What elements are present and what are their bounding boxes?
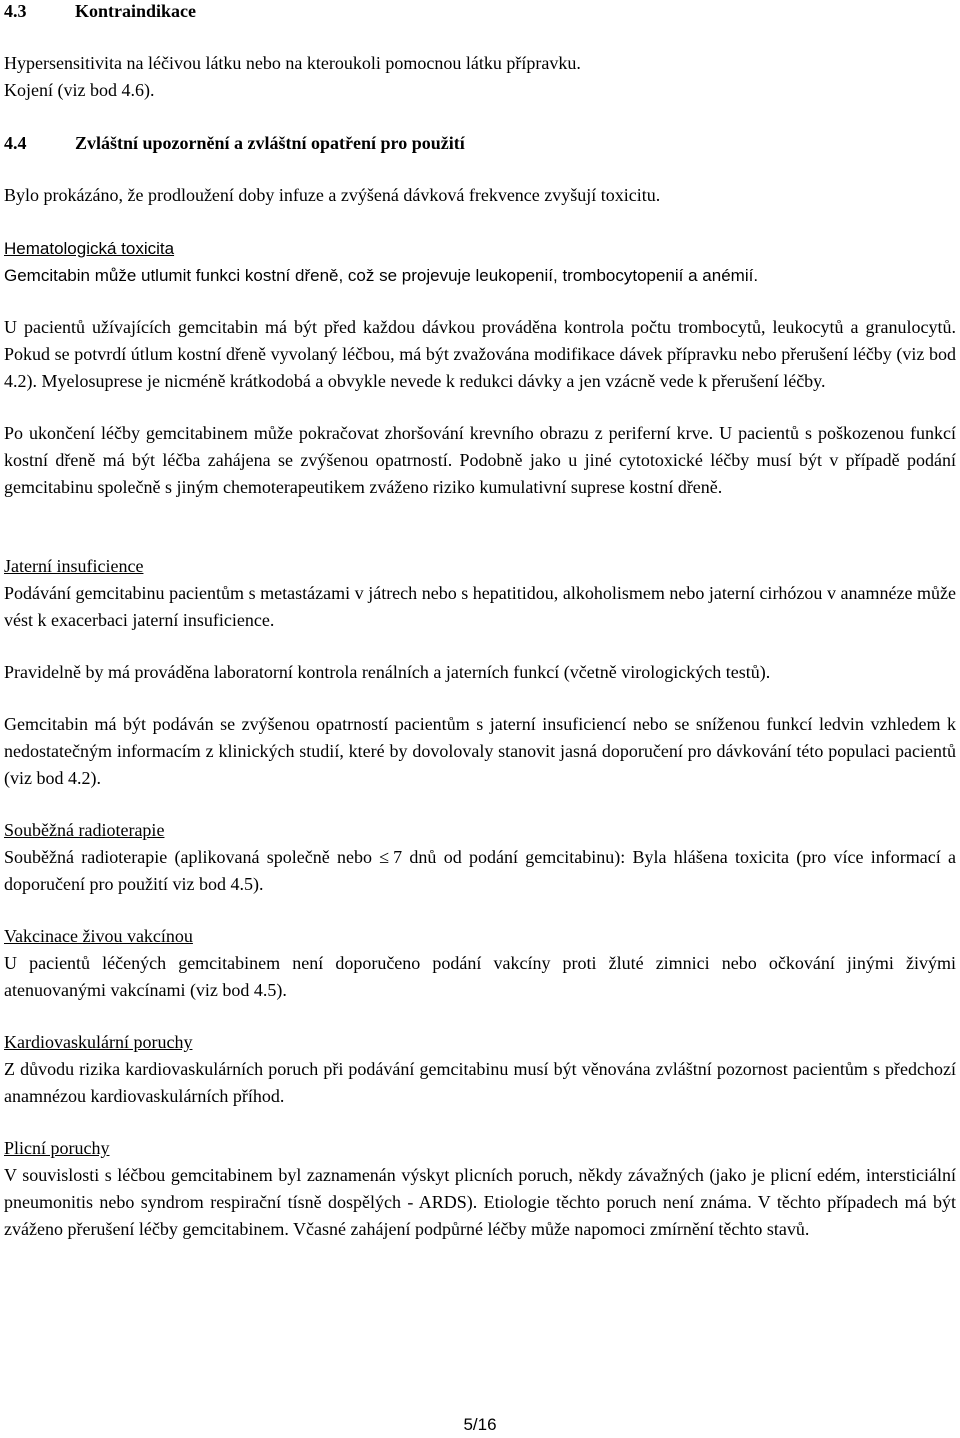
vaccine-text: U pacientů léčených gemcitabinem není doporučeno podání vakcíny proti žluté zimnici nebo očkování jinými živými atenuovanými vakcínami (viz bod 4.5). <box>4 953 956 1000</box>
section-number: 4.4 <box>4 133 27 153</box>
pulmonary-heading: Plicní poruchy <box>4 1138 110 1158</box>
liver-paragraph-2: Pravidelně by má prováděna laboratorní kontrola renálních a jaterních funkcí (včetně virologických testů). <box>4 662 771 682</box>
liver-block <box>4 553 956 634</box>
liver-text: Podávání gemcitabinu pacientům s metastázami v játrech nebo s hepatitidou, alkoholismem nebo jaterní cirhózou v anamnéze může vést k exacerbaci jaterní insuficience. <box>4 583 956 630</box>
liver-paragraph-3: Gemcitabin má být podáván se zvýšenou opatrností pacientům s jaterní insuficiencí nebo se sníženou funkcí ledvin vzhledem k nedostatečným informacím z klinických studií, které by dovolovaly stanovit jasná doporučení pro dávkování této populaci pacientů (viz bod 4.2). <box>4 714 956 788</box>
cardio-heading: Kardiovaskulární poruchy <box>4 1032 193 1052</box>
section-heading-4-3 <box>4 0 956 25</box>
less-or-equal-symbol: ≤ <box>379 847 390 867</box>
radiotherapy-heading: Souběžná radioterapie <box>4 820 165 840</box>
cardio-text: Z důvodu rizika kardiovaskulárních poruch při podávání gemcitabinu musí být věnována zvláštní pozornost pacientům s předchozí anamnézou kardiovaskulárních příhod. <box>4 1059 956 1106</box>
liver-heading: Jaterní insuficience <box>4 556 144 576</box>
radiotherapy-text-start: Souběžná radioterapie (aplikovaná společně nebo <box>4 847 372 867</box>
vaccine-heading: Vakcinace živou vakcínou <box>4 926 193 946</box>
radiotherapy-text-end: 7 dnů od podání gemcitabinu): Byla hlášena toxicita (pro více informací a doporučení pro použití viz bod 4.5). <box>4 847 957 894</box>
hematology-paragraph-3: Po ukončení léčby gemcitabinem může pokračovat zhoršování krevního obrazu z periferní krve. U pacientů s poškozenou funkcí kostní dřeně má být léčba zahájena se zvýšenou opatrností. Podobně jako u jiné cytotoxické léčby musí být v případě podání gemcitabinu společně s jiným chemoterapeutikem zváženo riziko kumulativní suprese kostní dřeně. <box>4 423 956 497</box>
radiotherapy-block <box>4 817 956 898</box>
hematology-text: Gemcitabin může utlumit funkci kostní dřeně, což se projevuje leukopenií, trombocytopenií a anémií. <box>4 266 759 285</box>
section-heading-4-4 <box>4 130 956 157</box>
hematology-block <box>4 235 956 289</box>
page-number: 5/16 <box>463 1415 497 1434</box>
section-title: Zvláštní upozornění a zvláštní opatření pro použití <box>75 133 465 153</box>
section-title: Kontraindikace <box>75 1 197 21</box>
vaccine-block <box>4 923 956 1004</box>
pulmonary-text: V souvislosti s léčbou gemcitabinem byl zaznamenán výskyt plicních poruch, někdy závažných (jako je plicní edém, intersticiální pneumonitis nebo syndrom respirační tísně dospělých - ARDS). Etiologie těchto poruch není známa. V těchto případech má být zváženo přerušení léčby gemcitabinem. Včasné zahájení podpůrné léčby může napomoci zmírnění těchto stavů. <box>4 1165 956 1239</box>
pulmonary-block <box>4 1135 956 1243</box>
cardio-block <box>4 1029 956 1110</box>
intro-paragraph: Bylo prokázáno, že prodloužení doby infuze a zvýšená dávková frekvence zvyšují toxicitu. <box>4 185 661 205</box>
contraindication-line-2: Kojení (viz bod 4.6). <box>4 80 155 100</box>
contraindication-line-1: Hypersensitivita na léčivou látku nebo na kteroukoli pomocnou látku přípravku. <box>4 53 581 73</box>
hematology-heading: Hematologická toxicita <box>4 239 175 258</box>
hematology-paragraph-2: U pacientů užívajících gemcitabin má být před každou dávkou prováděna kontrola počtu trombocytů, leukocytů a granulocytů. Pokud se potvrdí útlum kostní dřeně vyvolaný léčbou, má být zvažována modifikace dávek přípravku nebo přerušení léčby (viz bod 4.2). Myelosuprese je nicméně krátkodobá a obvykle nevede k redukci dávky a jen vzácně vede k přerušení léčby. <box>4 317 956 391</box>
section-number: 4.3 <box>4 1 27 21</box>
radiotherapy-text <box>4 844 956 898</box>
